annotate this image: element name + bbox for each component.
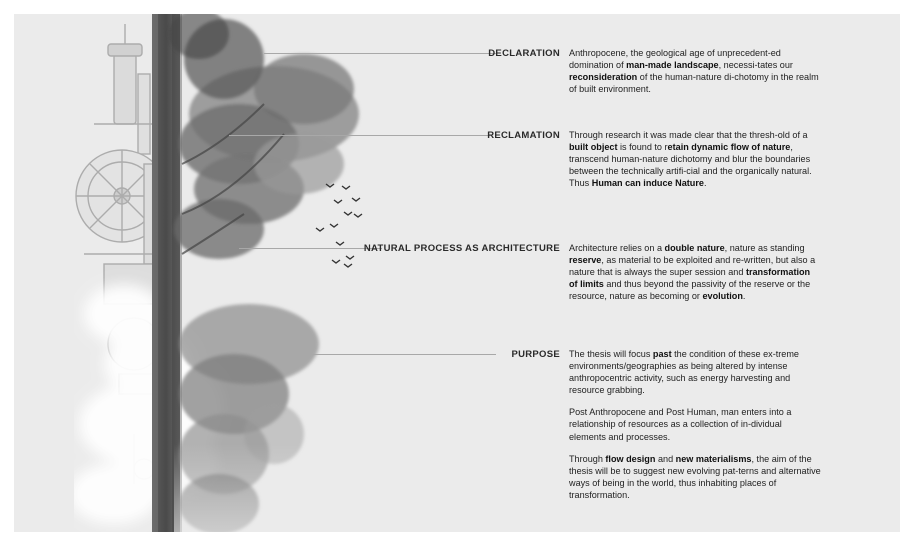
paragraph	[569, 406, 821, 442]
text-purpose	[569, 348, 821, 511]
heading-reclamation: RECLAMATION	[487, 130, 560, 141]
emphasis-text: flow design	[605, 453, 656, 464]
paragraph	[569, 242, 821, 302]
body-text-run: Post Anthropocene and Post Human, man enters into a relationship of resources as a collection of in-dividual elements and processes.	[569, 407, 792, 442]
emphasis-text: evolution	[702, 291, 743, 302]
emphasis-text: man-made landscape	[626, 60, 719, 71]
emphasis-text: etain dynamic flow of nature	[667, 142, 791, 153]
heading-purpose: PURPOSE	[511, 349, 560, 360]
heading-declaration: DECLARATION	[488, 48, 560, 59]
emphasis-text: new materialisms	[675, 453, 752, 464]
paragraph	[569, 453, 821, 501]
body-text-run: and thus beyond the passivity of the reserve or the resource, nature as becoming or	[569, 279, 811, 302]
body-text-run: Anthropocene, the geological age of unprecedent-ed domination of	[569, 48, 781, 71]
birds	[316, 184, 362, 267]
paragraph	[569, 47, 821, 95]
body-text-run: The thesis will focus	[569, 349, 653, 359]
body-text-run: Through research it was made clear that the thresh-old of a	[569, 130, 808, 140]
collage-illustration	[74, 14, 394, 532]
body-text-run: , necessi-tates our	[718, 60, 793, 71]
emphasis-text: built object	[569, 142, 618, 153]
emphasis-text: double nature	[664, 243, 725, 253]
body-text-run: and	[655, 453, 676, 464]
emphasis-text: transformation of limits	[569, 267, 811, 290]
emphasis-text: past	[652, 349, 672, 359]
text-natural-process	[569, 242, 821, 312]
body-text-run: .	[742, 291, 746, 302]
body-text-run: , transcend human-nature dichotomy and blur the boundaries between the technically artifi-cial and the organically natural. Thus	[569, 142, 812, 189]
emphasis-text: Human can induce Nature	[591, 178, 704, 189]
body-text-run: .	[703, 178, 707, 189]
body-text-run: Architecture relies on a	[569, 243, 665, 253]
heading-natural-process: NATURAL PROCESS AS ARCHITECTURE	[363, 243, 560, 254]
text-reclamation	[569, 129, 821, 199]
emphasis-text: reconsideration	[569, 72, 638, 83]
body-text-run: the condition of these ex-treme environments/geographies as being altered by intense anthropocentric activity, such as energy harvesting and resource grabbing.	[569, 349, 799, 396]
body-text-run: of the human-nature di-chotomy in the realm of built environment.	[569, 72, 819, 95]
body-text-run: Through	[569, 453, 606, 464]
emphasis-text: reserve	[569, 255, 602, 266]
body-text-run: , nature as standing	[724, 243, 805, 253]
text-declaration	[569, 47, 821, 105]
body-text-run: , the aim of the thesis will be to suggest new evolving pat-terns and alternative ways of being in the world, thus inhabiting places of transformation.	[569, 453, 821, 500]
paragraph	[569, 129, 821, 189]
paragraph	[569, 348, 821, 396]
poster-board	[14, 14, 900, 532]
body-text-run: is found to r	[617, 142, 668, 153]
body-text-run: , as material to be exploited and re-written, but also a nature that is always the super session and	[569, 255, 816, 278]
